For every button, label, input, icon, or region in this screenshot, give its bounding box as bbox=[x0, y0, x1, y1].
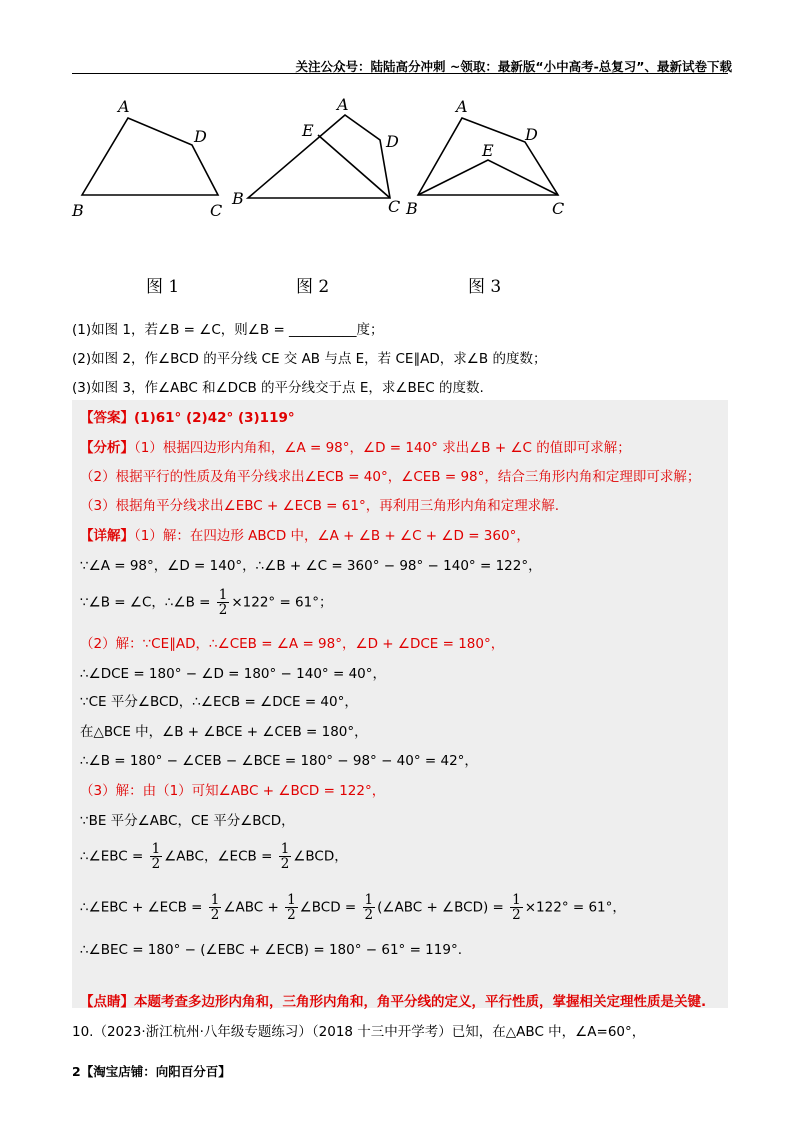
fig3-label-a: A bbox=[456, 97, 468, 116]
detail-line-12 bbox=[80, 893, 626, 922]
detail-line-8: ∴∠B = 180° − ∠CEB − ∠BCE = 180° − 98° − 40° = 42°， bbox=[80, 753, 478, 769]
figure-1-caption: 图 1 bbox=[146, 277, 180, 297]
fraction-half: $\frac{1}{2}$ bbox=[210, 892, 220, 923]
detail-11c: ∠BCD， bbox=[293, 848, 348, 865]
fig2-label-d: D bbox=[386, 132, 399, 151]
question-3: (3)如图 3，作∠ABC 和∠DCB 的平分线交于点 E，求∠BEC 的度数. bbox=[72, 380, 484, 396]
point-text: 本题考查多边形内角和，三角形内角和，角平分线的定义，平行性质，掌握相关定理性质是关键. bbox=[134, 994, 707, 1010]
fig2-label-e: E bbox=[302, 121, 314, 140]
fig2-bisector-ce bbox=[318, 135, 390, 198]
detail-line-7: 在△BCE 中，∠B + ∠BCE + ∠CEB = 180°， bbox=[80, 724, 368, 740]
analysis-tag: 【分析】 bbox=[80, 440, 134, 456]
detail-line-10: ∵BE 平分∠ABC，CE 平分∠BCD， bbox=[80, 813, 295, 829]
detail-tag: 【详解】 bbox=[80, 528, 134, 544]
detail-12d: (∠ABC + ∠BCD) = bbox=[377, 899, 509, 916]
fig1-label-c: C bbox=[210, 201, 223, 220]
fraction-half: $\frac{1}{2}$ bbox=[364, 892, 374, 923]
fig3-label-b: B bbox=[406, 199, 418, 218]
detail-line-6: ∵CE 平分∠BCD，∴∠ECB = ∠DCE = 40°， bbox=[80, 694, 358, 710]
fig1-label-a: A bbox=[118, 97, 130, 116]
question-2: (2)如图 2，作∠BCD 的平分线 CE 交 AB 与点 E，若 CE∥AD，求∠B 的度数； bbox=[72, 351, 547, 367]
header-rule bbox=[72, 73, 728, 74]
fig2-label-b: B bbox=[232, 189, 244, 208]
detail-line-2: ∵∠A = 98°，∠D = 140°，∴∠B + ∠C = 360° − 98° − 140° = 122°， bbox=[80, 558, 542, 574]
detail-12b: ∠ABC + bbox=[223, 899, 284, 916]
detail-12c: ∠BCD = bbox=[299, 899, 361, 916]
analysis-1: （1）根据四边形内角和，∠A = 98°，∠D = 140° 求出∠B + ∠C 的值即可求解； bbox=[134, 440, 631, 456]
fig2-label-a: A bbox=[337, 95, 349, 114]
point-line bbox=[80, 990, 706, 1010]
fraction-half: $\frac{1}{2}$ bbox=[151, 841, 161, 872]
detail-12a: ∴∠EBC + ∠ECB = bbox=[80, 899, 207, 916]
detail-line-11 bbox=[80, 842, 348, 871]
fraction-half: $\frac{1}{2}$ bbox=[287, 892, 296, 923]
detail-line-13: ∴∠BEC = 180° − (∠EBC + ∠ECB) = 180° − 61° = 119°. bbox=[80, 942, 462, 958]
fig2-label-c: C bbox=[388, 197, 401, 216]
question-1: (1)如图 1，若∠B = ∠C，则∠B = __________度； bbox=[72, 322, 384, 338]
detail-12e: ×122° = 61°， bbox=[524, 899, 626, 916]
figure-2-caption: 图 2 bbox=[296, 277, 330, 297]
analysis-line-1 bbox=[80, 436, 631, 456]
detail-line-5: ∴∠DCE = 180° − ∠D = 180° − 140° = 40°， bbox=[80, 666, 386, 682]
detail-3b: ×122° = 61°； bbox=[231, 594, 333, 611]
geometry-figures bbox=[0, 90, 800, 230]
detail-line-3 bbox=[80, 588, 332, 617]
answer-values: (1)61° (2)42° (3)119° bbox=[134, 410, 295, 426]
detail-1: （1）解：在四边形 ABCD 中，∠A + ∠B + ∠C + ∠D = 360°， bbox=[134, 528, 530, 544]
detail-line-1 bbox=[80, 524, 530, 544]
fig1-label-d: D bbox=[194, 127, 207, 146]
point-tag: 【点睛】 bbox=[80, 994, 134, 1010]
page-footer: 2【淘宝店铺：向阳百分百】 bbox=[72, 1064, 231, 1079]
fraction-half: $\frac{1}{2}$ bbox=[512, 892, 521, 923]
page-header: 关注公众号：陆陆高分冲刺 ~领取：最新版“小中高考-总复习”、最新试卷下载 bbox=[295, 59, 732, 74]
answer-line bbox=[80, 406, 295, 426]
analysis-line-3: （3）根据角平分线求出∠EBC + ∠ECB = 61°，再利用三角形内角和定理求解. bbox=[80, 498, 559, 514]
detail-11a: ∴∠EBC = bbox=[80, 848, 148, 865]
fig3-label-e: E bbox=[482, 141, 494, 160]
fig1-label-b: B bbox=[72, 201, 84, 220]
fig3-bisectors bbox=[418, 160, 558, 195]
question-10: 10.（2023·浙江杭州·八年级专题练习）（2018 十三中开学考）已知，在△ABC 中，∠A=60°， bbox=[72, 1024, 646, 1040]
detail-3a: ∵∠B = ∠C，∴∠B = bbox=[80, 594, 215, 611]
fig3-label-d: D bbox=[525, 125, 538, 144]
fraction-half: $\frac{1}{2}$ bbox=[218, 587, 228, 618]
answer-tag: 【答案】 bbox=[80, 410, 134, 426]
fig3-label-c: C bbox=[552, 199, 565, 218]
fig2-quadrilateral bbox=[248, 115, 390, 198]
figure-3-caption: 图 3 bbox=[468, 277, 502, 297]
figure-2 bbox=[248, 115, 390, 198]
detail-line-4: （2）解：∵CE∥AD，∴∠CEB = ∠A = 98°，∠D + ∠DCE = 180°， bbox=[80, 636, 505, 652]
fraction-half: $\frac{1}{2}$ bbox=[280, 841, 290, 872]
analysis-line-2: （2）根据平行的性质及角平分线求出∠ECB = 40°，∠CEB = 98°，结合三角形内角和定理即可求解； bbox=[80, 469, 701, 485]
detail-line-9: （3）解：由（1）可知∠ABC + ∠BCD = 122°， bbox=[80, 783, 386, 799]
detail-11b: ∠ABC，∠ECB = bbox=[164, 848, 277, 865]
